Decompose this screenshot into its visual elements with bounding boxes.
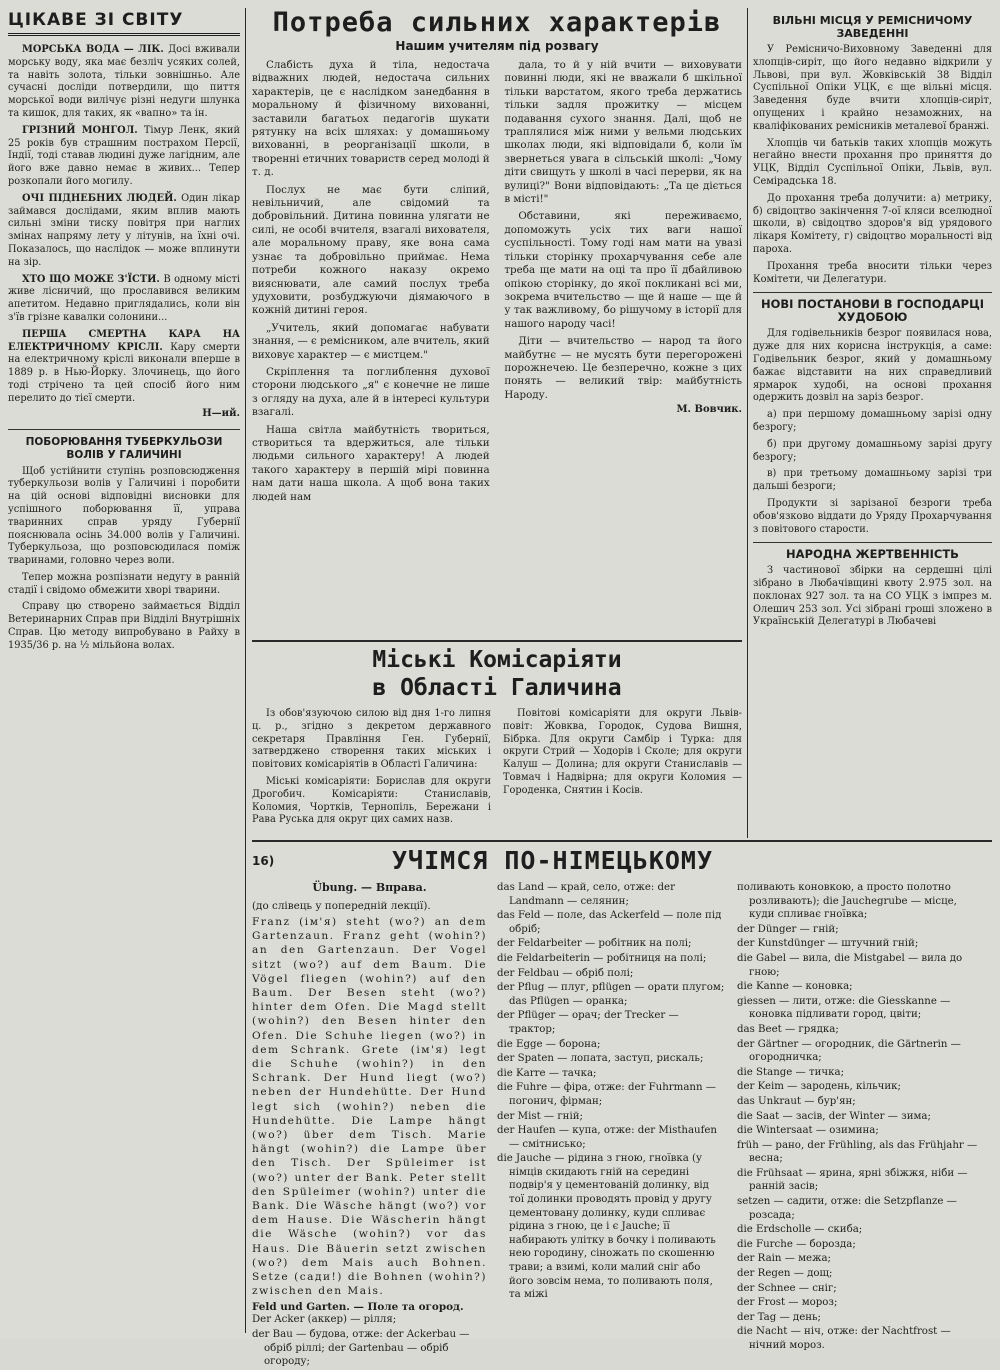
lesson-col-1: [252, 881, 487, 1370]
vocab-mid-paragraph: der Pflüger — орач; der Trecker — трактор;: [497, 1010, 679, 1035]
np-paragraph: б) при другому домашньому зарізі другу безрогу;: [753, 438, 992, 463]
vocab-right-paragraph: das Unkraut — бур'ян;: [737, 1095, 856, 1107]
tb-paragraph: Тепер можна розпізнати недугу в ранній стадії і свідомо обмежити хворі тварини.: [8, 571, 240, 596]
article-subtitle: Нашим учителям під розвагу: [395, 39, 599, 53]
vocab-right-paragraph: der Frost — мороз;: [737, 1297, 838, 1309]
fg-heading: Feld und Garten. — Поле та огород.: [252, 1301, 464, 1314]
komisar-paragraph: Повітові комісаріяти для округи Львів-повіт: Жовква, Городок, Судова Вишня, Бібрка. Для округи Самбір і Турка: для округи Стрий — Ходорів і Сколе; для округи Калуш — Долина; для округи Станиславів — Товмач і Надвірна; для округи Коломия — Городенка, Снятин і Косів.: [503, 708, 742, 796]
left-news-items: [8, 44, 240, 406]
news-item: [8, 193, 240, 270]
lesson-col-3: [737, 881, 982, 1370]
vocab-right-paragraph: die Furche — борозда;: [737, 1238, 856, 1250]
vocab-mid-paragraph: das Land — край, село, отже: der Landmann — селянин;: [497, 882, 675, 907]
column-divider-right: [747, 8, 748, 838]
news-item: [8, 44, 240, 121]
fg-item-paragraph: der Bau — будова, отже: der Ackerbau — обріб ріллі; der Gartenbau — обріб огороду;: [252, 1329, 470, 1368]
vm-paragraph: До прохання треба долучити: а) метрику, б) свідоцтво закінчення 7-ої кляси вселюдної школи, в) свідоцтво здоров'я від урядового лікаря Комітету, г) свідоцтво моральності від пароха.: [753, 192, 992, 255]
vocab-right-paragraph: der Tag — день;: [737, 1311, 821, 1323]
vocab-mid-paragraph: die Karre — тачка;: [497, 1067, 597, 1079]
komisar-title-1: Міські Комісаріяти: [372, 647, 622, 673]
news-item: [8, 329, 240, 406]
np-paragraph: в) при третьому домашньому зарізі три дальші безроги;: [753, 468, 992, 493]
nz-title: НАРОДНА ЖЕРТВЕННІСТЬ: [753, 542, 992, 561]
vocab-right-paragraph: die Nacht — ніч, отже: der Nachtfrost — нічний мороз.: [737, 1326, 951, 1351]
ubung-heading: Übung. — Вправа.: [312, 881, 427, 894]
vocab-right-paragraph: die Saat — засів, der Winter — зима;: [737, 1110, 931, 1122]
tb-title: ПОБОРЮВАННЯ ТУБЕРКУЛЬОЗИ ВОЛІВ У ГАЛИЧИНІ: [8, 429, 240, 462]
komisar-top-rule: [252, 640, 742, 642]
np-paragraph: а) при першому домашньому зарізі одну безрогу;: [753, 409, 992, 433]
vocab-mid-paragraph: die Egge — борона;: [497, 1038, 601, 1050]
vocab-right-paragraph: die Frühsaat — ярина, ярні збіжжя, ніби — ранній засів;: [737, 1167, 968, 1193]
lesson-block: [252, 846, 992, 1368]
np-paragraph: Для годівельників безрог появилася нова, дуже для них корисна інструкція, а саме: Годівельник безрог, який у домашньому бажає відставити на них справедливий ярмарок худобі, на основі прохання одержить дозвіл на заріз безрог.: [753, 328, 992, 404]
vm-paragraph: У Ремісничо-Виховному Заведенні для хлопців-сиріт, що його недавно відкрили у Львові, при вул. Жовківській 38 Відділ Суспільної Опіки УЦК, є ще вільні місця. Заведення буде вчити хлопців-сиріт, опущених і крайно незаможних, на кваліфікованих ремісників металевої бранжі.: [753, 44, 992, 132]
article-a-paragraph: „Учитель, який допомагає набувати знання, — є ремісником, але вчитель, який виховує характер — є мистцем.": [252, 321, 490, 361]
tb-paragraph: Справу цю створено займається Відділ Ветеринарних Справ при Відділі Внутрішніх Справ. Цю методу випробувано в Райху в 1935/36 р. на ½ мільйона волах.: [8, 601, 240, 651]
article-signature: М. Вовчик.: [676, 404, 742, 416]
nz-text: З частинової збірки на сердешні цілі зібрано в Любачівщині квоту 2.975 зол. на поклонах 927 зол. та на СО УЦК з імпрез м. Олешич 253 зол. Усі зібрані гроші зложено в Українській Делегатурі в Любачеві: [753, 565, 992, 628]
vocab-mid-paragraph: der Mist — гній;: [497, 1110, 583, 1122]
vocab-right-paragraph: der Kunstdünger — штучний гній;: [737, 938, 919, 950]
vocab-right-paragraph: setzen — садити, отже: die Setzpflanze — розсада;: [737, 1196, 957, 1221]
news-item-text: Один лікар займався дослідами, яким вплив мають сильні зміни тиску повітря при наглих змінах напряму лету у літунів, на їхні очі. Показалось, що наслідок — може вплинути на зір.: [8, 192, 240, 268]
news-item-lead: МОРСЬКА ВОДА — ЛІК.: [22, 44, 169, 55]
article-col-a: [252, 59, 490, 508]
komisar-title-2: в Області Галичина: [372, 675, 622, 701]
np-paragraph: Продукти зі зарізаної безроги треба обов'язково віддати до Уряду Прохарчування з повітового старости.: [753, 497, 992, 535]
vocab-right-paragraph: поливають коновкою, а просто полотно розливають); die Jauchegrube — місце, куди спливає гноївка;: [737, 882, 957, 921]
news-item-text: Тімур Ленк, який 25 років був страшним пострахом Персії, Індії, тоді ставав людині дуже лагідним, але його вже давно немає в живих... Тепер розкопали його могилу.: [8, 124, 240, 187]
left-signature: Н—ий.: [202, 407, 240, 419]
fg-item-paragraph: Der Acker (аккер) — рілля;: [252, 1314, 397, 1326]
lesson-col-2: [497, 881, 727, 1370]
news-item-text: Досі вживали морську воду, яка має безліч усяких солей, та навіть золота, тільки зовнішньо. Але сучасні досліди потвердили, що пиття морської води вилічує різні недуги шлунка та кишок, для таких, як «вапно» та ін.: [8, 44, 241, 119]
vocab-right-paragraph: der Keim — зародень, кільчик;: [737, 1081, 901, 1093]
vm-paragraph: Хлопців чи батьків таких хлопців можуть негайно внести прохання про приняття до УЦК, Відділ Суспільної Опіки, Львів, вул. Семірадська 18.: [753, 137, 992, 187]
tb-paragraph: Щоб устійнити ступінь розповсюдження туберкульози волів у Галичині і поробити на цій основі відповідні висновки для успішного поборювання її, управа тваринних справ уряду Губернії пояснювала осінь 34.000 волів у Галичині. Туберкульоза, що розповсюдилася поміж тваринами, головно через воли.: [8, 465, 240, 567]
section-kicker: ЦІКАВЕ ЗІ СВІТУ: [8, 8, 240, 36]
ubung-note: (до слівець у попередній лекції).: [252, 900, 431, 912]
vocab-mid-paragraph: die Fuhre — фіра, отже: der Fuhrmann — погонич, фірман;: [497, 1082, 716, 1107]
vocab-right-paragraph: der Rain — межа;: [737, 1253, 831, 1265]
vm-title: ВІЛЬНІ МІСЦЯ У РЕМІСНИЧОМУ ЗАВЕДЕННІ: [772, 14, 973, 40]
vocab-right-paragraph: die Erdscholle — скиба;: [737, 1224, 863, 1236]
np-title: НОВІ ПОСТАНОВИ В ГОСПОДАРЦІ ХУДОБОЮ: [753, 292, 992, 324]
center-article: [252, 8, 742, 638]
vocab-mid-paragraph: der Pflug — плуг, pflügen — орати плугом; das Pflügen — оранка;: [497, 982, 725, 1007]
lesson-title: УЧІМСЯ ПО-НІМЕЦЬКОМУ: [392, 846, 714, 875]
news-item-text: Кару смерти на електричному кріслі виконали вперше в 1889 р. в Нью-Йорку. Злочинець, що його тоді стрічено та цей спосіб його ним перелито до тієї смерти.: [8, 341, 241, 404]
vocab-mid-paragraph: die Jauche — рідина з гною, гноївка (у німців скидають гній на середині подвір'я у цементованій долинку, від тої долинки проводять провід у другу цементовану долинку, куди спливає рідина з гною, це і є Jauche; її набирають улітку в бочку і поливають нею городину, сіножать по скошенню трави; а взимі, коли малий сніг або його зовсім нема, то поливають поля, та міжі: [497, 1153, 716, 1301]
article-columns: [252, 59, 742, 508]
vocab-mid-paragraph: der Feldbau — обріб полі;: [497, 967, 634, 979]
vocab-mid-paragraph: die Feldarbeiterin — робітниця на полі;: [497, 952, 707, 964]
tb-article: [8, 466, 240, 653]
vocab-mid-paragraph: der Spaten — лопата, заступ, рискаль;: [497, 1053, 704, 1065]
komisar-paragraph: Із обов'язуючою силою від дня 1-го липня ц. р., згідно з декретом державного секретаря Правління Ген. Губернії, затверджено створення таких міських і повітових комісаріятів в Області Галичина:: [252, 708, 491, 771]
news-item-lead: ПЕРША СМЕРТНА КАРА НА ЕЛЕКТРИЧНОМУ КРІСЛІ.: [8, 328, 240, 353]
vocab-right-paragraph: der Schnee — сніг;: [737, 1282, 837, 1294]
vocab-right-paragraph: die Gabel — вила, die Mistgabel — вила до гною;: [737, 952, 963, 978]
vocab-mid-paragraph: der Feldarbeiter — робітник на полі;: [497, 938, 692, 950]
vocab-right-paragraph: der Dünger — гній;: [737, 923, 839, 935]
article-a-paragraph: Скріплення та поглиблення духової сторони людського „я" є конечне не лише з огляду на духа, але й в інтересі культури взагалі.: [252, 365, 490, 419]
news-item: [8, 274, 240, 325]
vocab-mid-paragraph: das Feld — поле, das Ackerfeld — поле під обріб;: [497, 910, 722, 935]
news-item-text: В одному місті живе лісничий, що прославився великим апетитом. Недавно приглядались, коли він з'їв грізне кавалки солонини...: [8, 273, 241, 323]
vocab-right-paragraph: das Beet — грядка;: [737, 1023, 839, 1035]
article-b-paragraph: дала, то й у ній вчити — виховувати повинні люди, які не вважали б шкільної тільки варстатом, якого треба держатись тільки задля прожитку — місцем подавання сухого знання. Далі, щоб не траплялися між ними у вельми людських школах люди, які відповідали б, коли їм звернеться увага в сільській школі: „Чому діти свищуть у школі в часі перерви, як на вулиці?" Вони відповідають: „Та це діється в місті!": [504, 59, 742, 206]
article-a-paragraph: Послух не має бути сліпий, невільничий, але свідомий та добровільний. Дитина повинна улягати не силі, не особі вчителя, взагалі вихователя, але моральному праву, яке вона сама узнає та добровільно приймає. Нема потреби кожного наказу окремо вияснювати, але самий послух треба удуховити, розбуджуючи діямаючого в кожній дитині героя.: [252, 183, 490, 317]
vm-paragraph: Прохання треба вносити тільки через Комітети, чи Делегатури.: [753, 260, 992, 285]
left-column: [8, 8, 240, 1333]
article-b-paragraph: Діти — вчительство — народ та його майбутнє — не мусять бути перегорожені порожнечею. Це безперечно, кожне з цих понять — великий твір: майбутність Народу.: [504, 335, 742, 401]
news-item-lead: ГРІЗНИЙ МОНГОЛ.: [22, 124, 144, 136]
vocab-right-paragraph: früh — рано, der Frühling, als das Frühjahr — весна;: [737, 1139, 978, 1165]
article-title: Потреба сильних характерів: [272, 7, 722, 38]
lesson-number: 16): [252, 853, 275, 868]
vocab-right-paragraph: giessen — лити, отже: die Giesskanne — коновка підливати город, цвіти;: [737, 995, 951, 1021]
vocab-right-paragraph: der Regen — дощ;: [737, 1268, 833, 1280]
article-col-b: [504, 59, 742, 508]
komisar-paragraph: Міські комісаріяти: Борислав для округи Дрогобич. Комісаріяти: Станиславів, Коломия, Чортків, Тернопіль, Бережани і Рава Руська для округ цих самих назв.: [252, 775, 491, 826]
news-item-lead: ХТО ЩО МОЖЕ З'ЇСТИ.: [22, 273, 164, 285]
vocab-right-paragraph: die Kanne — коновка;: [737, 981, 853, 993]
news-item-lead: ОЧІ ПІДНЕБНИХ ЛЮДЕЙ.: [22, 192, 182, 204]
komisar-article: [252, 646, 742, 836]
vocab-mid-paragraph: der Haufen — купа, отже: der Misthaufen — смітнисько;: [497, 1125, 717, 1150]
vocab-right-paragraph: der Gärtner — огородник, die Gärtnerin — огородничка;: [737, 1038, 961, 1064]
right-column: [753, 8, 992, 838]
article-a-paragraph: Наша світла майбутність твориться, створиться та вдержиться, але тільки людьми сильного характеру! А людей такого характеру в першій мірі повинна нам дати наша школа. А щоб вона таких людей нам: [252, 423, 490, 503]
article-a-paragraph: Слабість духа й тіла, недостача відважних людей, недостача сильних характерів, це є наслідком занедбання в моральному й фізичному вихованні, заставили багатьох педагогів шукати рятунку на всіх шляхах: у домашньому вихованні, в реорганізації школи, в творенні етичних товариств серед молоді й т. д.: [252, 59, 490, 179]
news-item: [8, 125, 240, 189]
exercise-sentences: Franz (ім'я) steht (wo?) an dem Gartenzaun. Franz geht (wohin?) an den Gartenzaun. Der Vogel sitzt (wo?) auf dem Baum. Die Vögel fliegen (wohin?) auf den Baum. Der Besen steht (wo?) hinter dem Ofen. Die Magd stellt (wohin?) den Besen hinter den Ofen. Die Schuhe liegen (wo?) in dem Schrank. Grete (ім'я) legt die Schuhe (wohin?) in den Schrank. Der Hund liegt (wo?) neben der Hundehütte. Der Hund legt sich (wohin?) neben die Hundehütte. Die Lampe hängt (wo?) über dem Tisch. Marie hängt (wohin?) die Lampe über den Tisch. Der Spüleimer ist (wo?) unter der Bank. Peter stellt den Spüleimer (wohin?) unter die Bank. Die Wäsche hängt (wo?) vor dem Hause. Die Wäscherin hängt die Wäsche (wohin?) vor das Haus. Die Bäuerin setzt zwischen (wo?) dem Mais auch Bohnen. Setze (сади!) die Bohnen (wohin?) zwischen den Mais.: [252, 916, 487, 1298]
article-b-paragraph: Обставини, які переживаємо, допоможуть усіх тих ваги нашої суспільності. Тому годі нам мати на увазі тільки сторінку прохарчування себе але треба ще мати на оці та про її дбайливою опікою сторінку, до якої покликані всі ми, зокрема вчительство — ще й наше — ще й у так важливому, бо рішучому в історії для нашого народу часі!: [504, 210, 742, 330]
lesson-top-rule: [252, 840, 992, 842]
column-divider: [245, 8, 246, 1333]
vocab-right-paragraph: die Wintersaat — озимина;: [737, 1125, 879, 1137]
vocab-right-paragraph: die Stange — тичка;: [737, 1066, 845, 1078]
